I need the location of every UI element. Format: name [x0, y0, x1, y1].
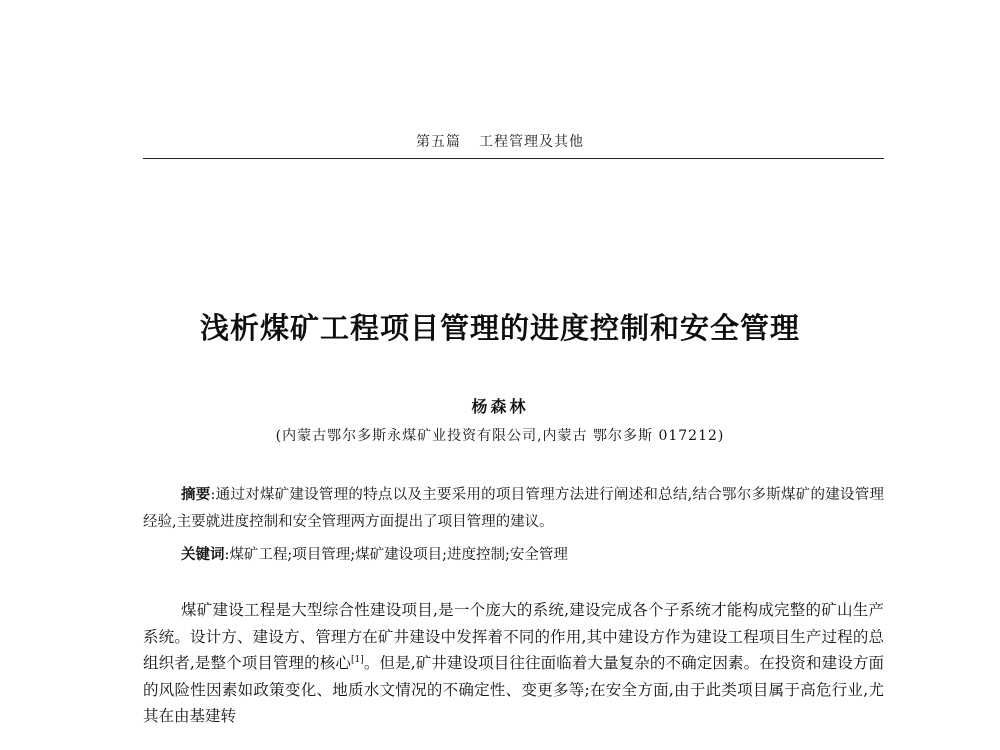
keywords-text: :煤矿工程;项目管理;煤矿建设项目;进度控制;安全管理: [224, 547, 568, 563]
body-paragraph: [143, 597, 884, 730]
keywords-label: 关键词: [181, 547, 225, 563]
header-rule: [143, 158, 884, 159]
header-section-title: 工程管理及其他: [479, 134, 584, 150]
paper-author: 杨森林: [471, 397, 529, 416]
running-header: [0, 131, 1000, 151]
body-text-part-2: 。但是,矿井建设项目往往面临着大量复杂的不确定因素。在投资和建设方面的风险性因素如政策变化、地质水文情况的不确定性、变更多等;在安全方面,由于此类项目属于高危行业,尤其在由基建转: [143, 654, 884, 725]
abstract-label: 摘要: [181, 487, 211, 503]
abstract-text: :通过对煤矿建设管理的特点以及主要采用的项目管理方法进行阐述和总结,结合鄂尔多斯煤矿的建设管理经验,主要就进度控制和安全管理两方面提出了项目管理的建议。: [143, 487, 884, 530]
body-text-part-1: 煤矿建设工程是大型综合性建设项目,是一个庞大的系统,建设完成各个子系统才能构成完整的矿山生产系统。设计方、建设方、管理方在矿井建设中发挥着不同的作用,其中建设方作为建设工程项目生产过程的总组织者,是整个项目管理的核心: [143, 601, 884, 672]
header-section: 第五篇: [416, 134, 461, 150]
paper-title: 浅析煤矿工程项目管理的进度控制和安全管理: [199, 311, 800, 345]
abstract: [143, 482, 884, 536]
citation-ref[interactable]: [1]: [351, 655, 364, 665]
keywords: [181, 543, 884, 567]
paper-affiliation: (内蒙古鄂尔多斯永煤矿业投资有限公司,内蒙古 鄂尔多斯 017212): [275, 428, 725, 444]
